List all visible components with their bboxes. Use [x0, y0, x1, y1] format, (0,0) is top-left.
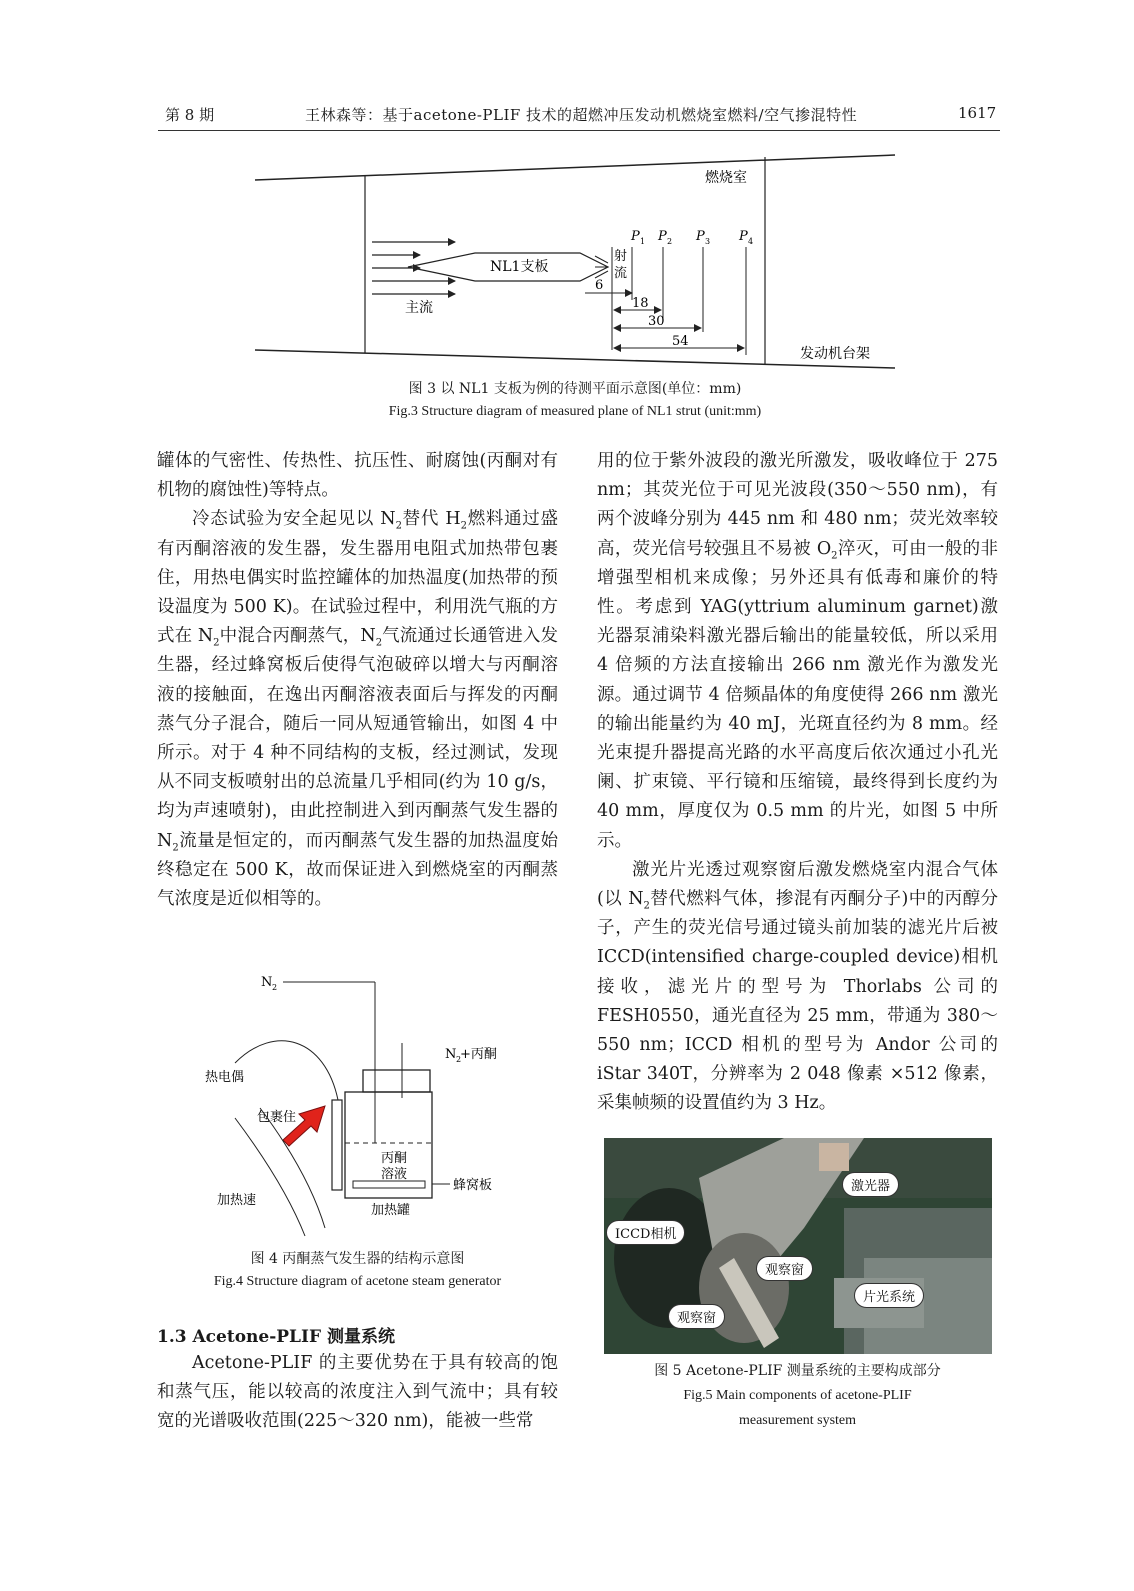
thermocouple-label: 热电偶	[205, 1070, 245, 1085]
figure-3-diagram	[250, 150, 900, 375]
figure-3-caption-cn: 图 3 以 NL1 支板为例的待测平面示意图(单位：mm)	[408, 381, 742, 397]
figure-5-caption-cn: 图 5 Acetone-PLIF 测量系统的主要构成部分	[654, 1363, 941, 1379]
mainstream-label: 主流	[405, 300, 433, 316]
left-column-text	[157, 447, 558, 914]
figure-5-caption-en-1: Fig.5 Main components of acetone-PLIF	[683, 1388, 912, 1403]
right-column-text	[597, 447, 998, 1119]
jet-lines	[595, 256, 608, 278]
combustor-label: 燃烧室	[705, 170, 747, 186]
header-rule	[158, 130, 1000, 131]
honeycomb-plate	[353, 1181, 425, 1188]
photo-scene	[604, 1138, 992, 1354]
plane-sub-p3: 3	[705, 237, 711, 246]
figure-3-caption-en: Fig.3 Structure diagram of measured plane of NL1 strut (unit:mm)	[388, 404, 762, 419]
plane-label-p4: P	[739, 229, 748, 244]
dim-54-label: 54	[672, 334, 689, 349]
heating-band-label: 加热速	[217, 1193, 257, 1208]
dim-18-label: 18	[632, 296, 649, 311]
n2-label: N	[261, 975, 273, 990]
lower-wall	[255, 350, 895, 368]
figure-4-caption-en: Fig.4 Structure diagram of acetone steam generator	[213, 1274, 502, 1289]
dim-6-label: 6	[595, 278, 604, 293]
jet-label-2: 流	[614, 266, 628, 281]
observation-window-label-1: 观察窗	[756, 1256, 813, 1281]
paragraph: 罐体的气密性、传热性、抗压性、耐腐蚀(丙酮对有机物的腐蚀性)等特点。	[157, 451, 558, 501]
heating-tank-label: 加热罐	[371, 1203, 411, 1218]
test-stand-label: 发动机台架	[800, 346, 870, 362]
n2-sub: 2	[272, 983, 278, 992]
heating-band-plate	[332, 1100, 342, 1190]
acetone-solution-label-2: 溶液	[381, 1167, 408, 1182]
running-header-title: 王林森等：基于acetone-PLIF 技术的超燃冲压发动机燃烧室燃料/空气掺混特性	[305, 106, 858, 124]
figure-4-caption-cn: 图 4 丙酮蒸气发生器的结构示意图	[250, 1251, 465, 1267]
plane-sub-p1: 1	[640, 237, 646, 246]
n2-acetone-label-n: N	[445, 1047, 457, 1062]
paragraph: 激光片光透过观察窗后激发燃烧室内混合气体(以 $N_2$替代燃料气体，掺混有丙酮分子)中的丙醇分子，产生的荧光信号通过镜头前加装的滤光片后被 ICCD(intensified charge-coupled device)相机接收，滤光片的型号为 Thorlabs 公司的 FESH0550，通光直径为 25 mm，带通为 380～550 nm；ICCD 相机的型号为 Andor 公司的 iStar 340T，分辨率为 2 048 像素 ×512 像素，采集帧频的设置值约为 3 Hz。	[597, 859, 999, 1114]
plane-sub-p2: 2	[667, 237, 673, 246]
figure-5-photo	[604, 1138, 992, 1354]
paragraph: 冷态试验为安全起见以 $N_2$替代 $H_2$燃料通过盛有丙酮溶液的发生器，发生器用电阻式加热带包裹住，用热电偶实时监控罐体的加热温度(加热带的预设温度为 500 K)。在试验过程中，利用洗气瓶的方式在 $N_2$中混合丙酮蒸气，$N_2$气流通过长通管进入发生器，经过蜂窝板后使得气泡破碎以增大与丙酮溶液的接触面，在逸出丙酮溶液表面后与挥发的丙酮蒸气分子混合，随后一同从短通管输出，如图 4 中所示。对于 4 种不同结构的支板，经过测试，发现从不同支板喷射出的总流量几乎相同(约为 10 g/s，均为声速喷射)，由此控制进入到丙酮蒸气发生器的 $N_2$流量是恒定的，而丙酮蒸气发生器的加热温度始终稳定在 500 K，故而保证进入到燃烧室的丙酮蒸气浓度是近似相等的。	[157, 509, 559, 910]
figure-4-diagram	[195, 968, 535, 1248]
tank-lid	[363, 1070, 430, 1092]
acetone-solution-label-1: 丙酮	[381, 1151, 408, 1166]
plane-label-p1: P	[631, 229, 640, 244]
honeycomb-label: 蜂窝板	[453, 1178, 493, 1193]
strut-label: NL1支板	[490, 259, 549, 275]
plane-sub-p4: 4	[748, 237, 754, 246]
page-number: 1617	[958, 104, 997, 122]
dim-30-label: 30	[648, 314, 665, 329]
observation-window-label-2: 观察窗	[668, 1304, 725, 1329]
paragraph: 用的位于紫外波段的激光所激发，吸收峰位于 275 nm；其荧光位于可见光波段(350～550 nm)，有两个波峰分别为 445 nm 和 480 nm；荧光效率较高，荧光信号较强且不易被 $O_2$淬灭，可由一般的非增强型相机来成像；另外还具有低毒和廉价的特性。考虑到 YAG(yttrium aluminum garnet)激光器泵浦染料激光器后输出的能量较低，所以采用 4 倍频的方法直接输出 266 nm 激光作为激发光源。通过调节 4 倍频晶体的角度使得 266 nm 激光的输出能量约为 40 mJ，光斑直径约为 8 mm。经光束提升器提高光路的水平高度后依次通过小孔光阑、扩束镜、平行镜和压缩镜，最终得到长度约为 40 mm，厚度仅为 0.5 mm 的片光，如图 5 中所示。	[597, 451, 998, 851]
left-column-text-2	[157, 1349, 558, 1437]
n2-acetone-sub: 2	[456, 1055, 462, 1064]
laser-label: 激光器	[842, 1172, 899, 1197]
paragraph: Acetone-PLIF 的主要优势在于具有较高的饱和蒸气压，能以较高的浓度注入到气流中；具有较宽的光谱吸收范围(225～320 nm)，能被一些常	[157, 1353, 558, 1432]
iccd-camera-label: ICCD相机	[606, 1220, 685, 1245]
thermocouple-wire	[235, 1041, 338, 1100]
figure-5-caption-en-2: measurement system	[738, 1413, 857, 1428]
section-heading: 1.3 Acetone-PLIF 测量系统	[157, 1327, 395, 1347]
n2-acetone-label: +丙酮	[460, 1047, 497, 1062]
plane-label-p2: P	[658, 229, 667, 244]
running-header-issue: 第 8 期	[165, 106, 215, 124]
sheet-optics-label: 片光系统	[854, 1283, 924, 1308]
wrap-label: 包裹住	[257, 1110, 297, 1125]
heating-tank	[345, 1092, 432, 1198]
upper-wall	[255, 155, 895, 180]
jet-label-1: 射	[614, 249, 628, 264]
plane-label-p3: P	[696, 229, 705, 244]
